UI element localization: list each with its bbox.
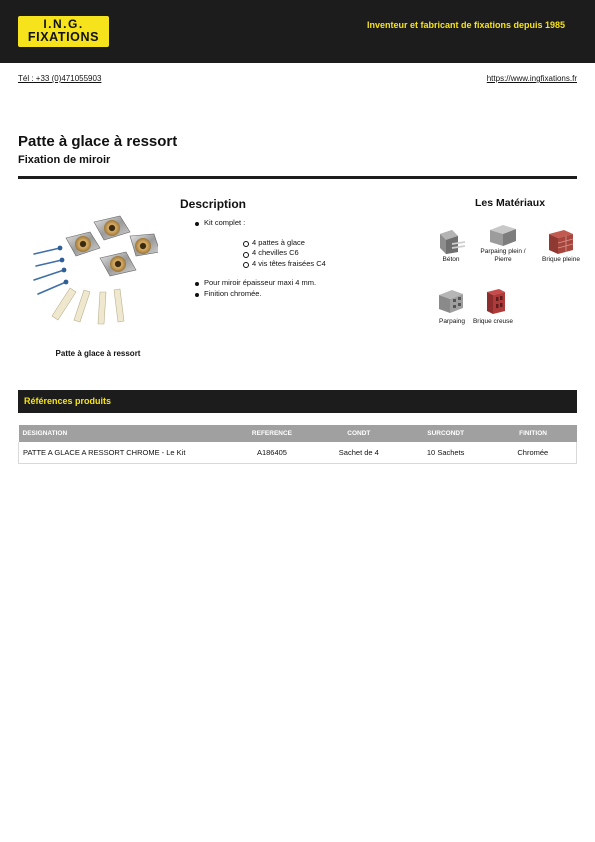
table-header-row: [19, 425, 577, 442]
material-label: Parpaing plein / Pierre: [480, 248, 526, 263]
cell-designation: PATTE A GLACE A RESSORT CHROME - Le Kit: [19, 442, 229, 463]
logo-text-line1: I.N.G.: [43, 17, 84, 31]
cell-reference: A186405: [228, 442, 316, 463]
brand-logo: [18, 16, 109, 47]
list-item: 4 chevilles C6: [204, 248, 420, 259]
website-link[interactable]: https://www.ingfixations.fr: [486, 74, 577, 83]
product-image: [30, 208, 158, 340]
title-divider: [18, 176, 577, 179]
list-item: [180, 218, 420, 269]
phone-link[interactable]: Tél : +33 (0)471055903: [18, 74, 102, 83]
column-header-reference: REFERENCE: [228, 425, 316, 442]
product-subtitle: Fixation de miroir: [18, 154, 111, 166]
description-list: [180, 218, 420, 299]
product-title: Patte à glace à ressort: [18, 133, 178, 150]
list-item: 4 pattes à glace: [204, 238, 420, 249]
product-image-caption: Patte à glace à ressort: [55, 349, 141, 358]
table-row: [19, 442, 577, 463]
concrete-icon: [436, 228, 466, 256]
mirror-clip-3: [130, 234, 158, 256]
mirror-clip-4: [100, 252, 136, 276]
wall-plugs: [52, 288, 124, 324]
logo-text-line2: FIXATIONS: [27, 30, 100, 44]
solid-block-icon: [487, 222, 519, 248]
company-tagline: Inventeur et fabricant de fixations depuis 1985: [367, 20, 566, 30]
cell-surcondt: 10 Sachets: [402, 442, 490, 463]
solid-brick-icon: [546, 228, 576, 256]
material-solid-brick: [536, 228, 586, 264]
column-header-condt: CONDT: [316, 425, 402, 442]
hollow-brick-icon: [479, 287, 509, 315]
material-label: Parpaing: [438, 318, 466, 325]
cell-condt: Sachet de 4: [316, 442, 402, 463]
kit-label: Kit complet :: [204, 218, 246, 227]
references-table: [18, 425, 577, 464]
screws: [34, 248, 66, 294]
column-header-surcondt: SURCONDT: [402, 425, 490, 442]
material-solid-block: [477, 222, 529, 264]
materials-heading: Les Matériaux: [475, 197, 546, 209]
kit-contents-list: [204, 238, 420, 270]
column-header-finition: FINITION: [490, 425, 577, 442]
mirror-clip-1: [94, 216, 130, 240]
material-label: Béton: [442, 256, 460, 263]
hollow-block-icon: [436, 287, 466, 315]
page-header: [0, 0, 595, 63]
list-item: Pour miroir épaisseur maxi 4 mm.: [180, 278, 420, 289]
mirror-clip-2: [66, 232, 100, 256]
material-hollow-block: [432, 287, 470, 315]
column-header-designation: DESIGNATION: [19, 425, 229, 442]
list-item: 4 vis têtes fraisées C4: [204, 259, 420, 270]
material-hollow-brick: [469, 287, 519, 315]
cell-finition: Chromée: [490, 442, 577, 463]
material-label: Brique pleine: [542, 256, 580, 263]
description-heading: Description: [180, 197, 247, 211]
references-section-header: [18, 390, 577, 413]
material-label: Brique creuse: [472, 318, 514, 325]
material-concrete: [432, 228, 470, 264]
list-item: Finition chromée.: [180, 289, 420, 300]
references-heading: Références produits: [24, 396, 112, 406]
